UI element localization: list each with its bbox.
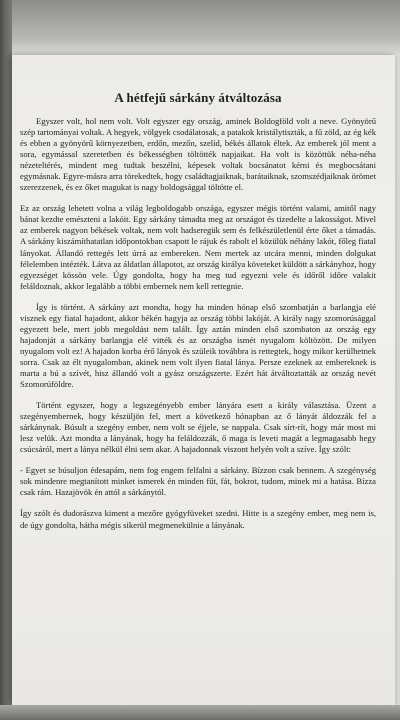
document-title: A hétfejű sárkány átváltozása bbox=[114, 90, 282, 105]
paragraph-2: Ez az ország lehetett volna a világ legboldogabb országa, egyszer mégis történt valami, amitől nagy bánat kezdte emészteni a lakóit. Egy sárkány támadta meg az országot és tizedelte a lakosságot. Mivel az emberek nagyon békések voltak, nem volt hadseregük sem és felkészületlenül érte őket a támadás. A sárkány kiszámíthatatlan időpontokban csapott le rájuk és rabolt el közülük néhány lakót, főleg fiatal lányokat. Állandó rettegés lett úrrá az embereken. Nem mertek az utcára menni, minden dolgukat félelemben intézték. Látva az áldatlan állapotot, az ország királya követeket küldött a sárkányhoz, hogy egyezséget kössön vele. Úgy gondolta, hogy ha meg tud egyezni vele és időről időre valakit feláldoznak, akkor legalább a többi embernek nem kell rettegnie. bbox=[20, 203, 377, 291]
paragraph-6: Így szólt és dudorászva kiment a mezőre gyógyfüveket szedni. Hitte is a szegény ember, meg nem is, de úgy gondolta, hátha mégis sikerül megmenekülnie a lányának. bbox=[20, 508, 376, 530]
paragraph-1: Egyszer volt, hol nem volt. Volt egyszer egy ország, aminek Boldogföld volt a neve. Gyönyörű szép tartományai voltak. A hegyek, völgyek csodálatosak, a patakok kristálytiszták, a fű zöld, az ég kék és ebben a gyönyörű környezetben, erdőn, mezőn, szelíd, békés állatok éltek. Az emberek jól ment a sora, egymással szeretetben és békességben töltötték napjaikat. Ha volt is közöttük néha-néha nézeteltérés, mindent meg tudtak beszélni, képesek voltak bocsánatot kérni és megbocsátani egymásnak. Egyre-másra arra törekedtek, hogy családtagjaiknak, barátaiknak, szomszédjaiknak örömet szerezzenek, és ez őket magukat is nagy boldogsággal töltötte el. bbox=[20, 116, 376, 193]
surface-bottom bbox=[0, 705, 400, 720]
paragraph-4: Történt egyszer, hogy a legszegényebb ember lányára esett a király választása. Üzent a szegényembernek, hogy készüljön fel, mert a következő hónapban az ő lányát áldozzák fel a sárkánynak. Búsult a szegény ember, nem volt se éjjele, se nappala. Csak sírt-rít, hogy már most mi lesz velük. Azt mondta a lányának, hogy ha feláldozzák, ő maga is leveti magát a legmagasabb hegy csúcsáról, mert a lánya nélkül élni sem akar. A hajadonnak viszont helyén volt a szíve. Így szólt: bbox=[20, 400, 376, 455]
paragraph-5-dialogue: - Egyet se búsuljon édesapám, nem fog engem felfalni a sárkány. Bízzon csak bennem. A szegénység sok mindenre megtanított minket ismerek én minden fűt, fát, bokrot, tudom, minek mi a hatása. Bízza csak rám. Hazajövök én attól a sárkánytól. bbox=[20, 465, 376, 498]
document-body bbox=[20, 90, 376, 541]
paragraph-3: Így is történt. A sárkány azt mondta, hogy ha minden hónap első szombatján a barlangja elé visznek egy fiatal hajadont, akkor békén hagyja az ország többi lakóját. A király nagy szomorúsággal egyezett bele, mert jobb megoldást nem talált. Így aztán minden első szombaton az ország egy hajadonját a sárkány barlangja elé vitték és az országba ismét nyugalom költözött. De milyen nyugalom volt ez! A hajadon korba érő lányok és szüleik továbbra is rettegtek, hogy mikor kerülhetnek sorra. Csak az élt nyugalomban, akinek nem volt ilyen fiatal lánya. Persze ezeknek az embereknek is marta a bú a szívét, hisz állandó volt a gyász országszerte. Ezért hát átváltoztatták az ország nevét Szomorúföldre. bbox=[20, 301, 376, 390]
paper-top-shadow bbox=[12, 0, 400, 55]
